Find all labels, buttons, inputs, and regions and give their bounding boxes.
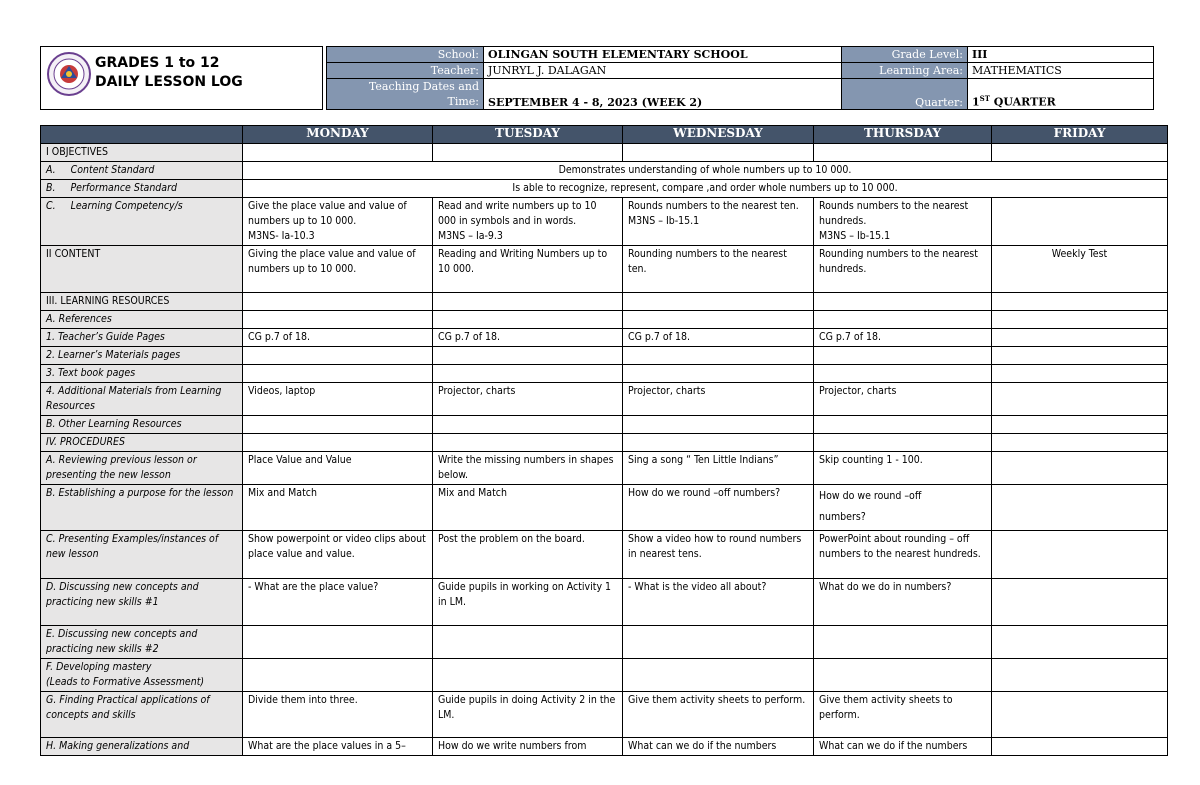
header-title-block <box>40 46 323 110</box>
table-cell <box>623 365 814 383</box>
table-row <box>41 246 1168 293</box>
table-row <box>41 659 1168 692</box>
quarter-sup: ST <box>979 94 990 104</box>
competency-monday: Give the place value and value of numbers up to 10 000. M3NS- Ia-10.3 <box>243 198 433 246</box>
quarter-num: 1 <box>972 96 980 109</box>
table-row <box>41 434 1168 452</box>
table-cell <box>814 144 992 162</box>
grade-label: Grade Level: <box>842 47 968 63</box>
d-monday: - What are the place value? <box>243 579 433 626</box>
references-label: A. References <box>41 311 243 329</box>
b-monday: Mix and Match <box>243 485 433 531</box>
table-row <box>41 485 1168 531</box>
h-tuesday: How do we write numbers from <box>433 738 623 756</box>
blank-header <box>41 126 243 144</box>
table-cell <box>623 626 814 659</box>
table-row <box>41 365 1168 383</box>
d-thursday: What do we do in numbers? <box>814 579 992 626</box>
performance-standard-value: Is able to recognize, represent, compare ,and order whole numbers up to 10 000. <box>243 180 1168 198</box>
g-thursday: Give them activity sheets to perform. <box>814 692 992 738</box>
table-cell <box>243 365 433 383</box>
c-monday: Show powerpoint or video clips about place value and value. <box>243 531 433 579</box>
table-cell <box>623 144 814 162</box>
tg-friday <box>992 329 1168 347</box>
tg-label: 1. Teacher’s Guide Pages <box>41 329 243 347</box>
day-thursday: THURSDAY <box>814 126 992 144</box>
competency-thursday: Rounds numbers to the nearest hundreds. M3NS – Ib-15.1 <box>814 198 992 246</box>
c-label: C. Presenting Examples/instances of new lesson <box>41 531 243 579</box>
tg-wednesday: CG p.7 of 18. <box>623 329 814 347</box>
school-value: OLINGAN SOUTH ELEMENTARY SCHOOL <box>484 47 842 63</box>
day-friday: FRIDAY <box>992 126 1168 144</box>
header-info-table <box>326 46 1154 110</box>
content-monday: Giving the place value and value of numbers up to 10 000. <box>243 246 433 293</box>
table-cell <box>814 659 992 692</box>
table-cell <box>992 311 1168 329</box>
competency-friday <box>992 198 1168 246</box>
dates-label-line2: Time: <box>447 95 479 108</box>
table-cell <box>243 293 433 311</box>
table-cell <box>433 144 623 162</box>
resources-label: III. LEARNING RESOURCES <box>41 293 243 311</box>
content-label: II CONTENT <box>41 246 243 293</box>
tg-thursday: CG p.7 of 18. <box>814 329 992 347</box>
h-wednesday: What can we do if the numbers <box>623 738 814 756</box>
content-friday: Weekly Test <box>992 246 1168 293</box>
table-row <box>41 311 1168 329</box>
a-monday: Place Value and Value <box>243 452 433 485</box>
table-cell <box>992 659 1168 692</box>
am-friday <box>992 383 1168 416</box>
table-cell <box>623 434 814 452</box>
school-label: School: <box>327 47 484 63</box>
table-cell <box>433 659 623 692</box>
performance-standard-label: B. Performance Standard <box>41 180 243 198</box>
table-cell <box>433 311 623 329</box>
table-cell <box>623 311 814 329</box>
table-cell <box>814 347 992 365</box>
table-row <box>41 579 1168 626</box>
table-cell <box>433 347 623 365</box>
table-cell <box>433 416 623 434</box>
table-row <box>41 144 1168 162</box>
table-cell <box>992 347 1168 365</box>
deped-seal-icon <box>47 52 91 96</box>
am-monday: Videos, laptop <box>243 383 433 416</box>
table-cell <box>814 626 992 659</box>
day-header-row <box>41 126 1168 144</box>
quarter-label: Quarter: <box>842 79 968 110</box>
g-label: G. Finding Practical applications of concepts and skills <box>41 692 243 738</box>
table-cell <box>433 365 623 383</box>
table-cell <box>243 311 433 329</box>
b-tuesday: Mix and Match <box>433 485 623 531</box>
b-friday <box>992 485 1168 531</box>
dates-label <box>327 79 484 110</box>
area-label: Learning Area: <box>842 63 968 79</box>
lesson-log-table <box>40 125 1168 756</box>
table-row <box>41 180 1168 198</box>
table-cell <box>433 293 623 311</box>
form-title-line2: DAILY LESSON LOG <box>95 74 243 90</box>
table-cell <box>623 293 814 311</box>
table-cell <box>243 347 433 365</box>
table-cell <box>433 626 623 659</box>
olr-label: B. Other Learning Resources <box>41 416 243 434</box>
table-cell <box>243 659 433 692</box>
form-title-line1: GRADES 1 to 12 <box>95 55 220 71</box>
g-friday <box>992 692 1168 738</box>
table-row <box>41 626 1168 659</box>
table-cell <box>623 416 814 434</box>
a-label: A. Reviewing previous lesson or presenting the new lesson <box>41 452 243 485</box>
tb-label: 3. Text book pages <box>41 365 243 383</box>
table-cell <box>814 434 992 452</box>
e-label: E. Discussing new concepts and practicing new skills #2 <box>41 626 243 659</box>
content-tuesday: Reading and Writing Numbers up to 10 000. <box>433 246 623 293</box>
table-cell <box>243 144 433 162</box>
g-wednesday: Give them activity sheets to perform. <box>623 692 814 738</box>
table-cell <box>623 659 814 692</box>
h-thursday: What can we do if the numbers <box>814 738 992 756</box>
teacher-label: Teacher: <box>327 63 484 79</box>
h-monday: What are the place values in a 5– <box>243 738 433 756</box>
day-tuesday: TUESDAY <box>433 126 623 144</box>
table-cell <box>992 365 1168 383</box>
table-row <box>41 162 1168 180</box>
table-cell <box>814 416 992 434</box>
dates-label-line1: Teaching Dates and <box>368 80 479 93</box>
table-row <box>41 383 1168 416</box>
table-row <box>41 738 1168 756</box>
table-cell <box>992 416 1168 434</box>
content-standard-value: Demonstrates understanding of whole numbers up to 10 000. <box>243 162 1168 180</box>
table-cell <box>243 434 433 452</box>
table-row <box>41 293 1168 311</box>
a-friday <box>992 452 1168 485</box>
procedures-label: IV. PROCEDURES <box>41 434 243 452</box>
competency-tuesday: Read and write numbers up to 10 000 in symbols and in words. M3NS – Ia-9.3 <box>433 198 623 246</box>
table-cell <box>814 293 992 311</box>
table-cell <box>814 311 992 329</box>
c-wednesday: Show a video how to round numbers in nearest tens. <box>623 531 814 579</box>
tg-monday: CG p.7 of 18. <box>243 329 433 347</box>
competency-label: C. Learning Competency/s <box>41 198 243 246</box>
area-value: MATHEMATICS <box>968 63 1154 79</box>
table-row <box>41 452 1168 485</box>
d-label: D. Discussing new concepts and practicing new skills #1 <box>41 579 243 626</box>
content-thursday: Rounding numbers to the nearest hundreds. <box>814 246 992 293</box>
g-tuesday: Guide pupils in doing Activity 2 in the LM. <box>433 692 623 738</box>
am-tuesday: Projector, charts <box>433 383 623 416</box>
table-cell <box>623 347 814 365</box>
am-wednesday: Projector, charts <box>623 383 814 416</box>
quarter-value <box>968 79 1154 110</box>
table-cell <box>992 293 1168 311</box>
table-cell <box>243 416 433 434</box>
competency-wednesday: Rounds numbers to the nearest ten. M3NS – Ib-15.1 <box>623 198 814 246</box>
table-cell <box>243 626 433 659</box>
objectives-label: I OBJECTIVES <box>41 144 243 162</box>
h-friday <box>992 738 1168 756</box>
g-monday: Divide them into three. <box>243 692 433 738</box>
c-thursday: PowerPoint about rounding – off numbers to the nearest hundreds. <box>814 531 992 579</box>
content-wednesday: Rounding numbers to the nearest ten. <box>623 246 814 293</box>
lm-label: 2. Learner’s Materials pages <box>41 347 243 365</box>
c-tuesday: Post the problem on the board. <box>433 531 623 579</box>
h-label: H. Making generalizations and <box>41 738 243 756</box>
grade-value: III <box>968 47 1154 63</box>
table-row <box>41 692 1168 738</box>
d-tuesday: Guide pupils in working on Activity 1 in LM. <box>433 579 623 626</box>
table-row <box>41 198 1168 246</box>
quarter-rest: QUARTER <box>989 96 1056 109</box>
a-wednesday: Sing a song “ Ten Little Indians” <box>623 452 814 485</box>
f-label: F. Developing mastery (Leads to Formative Assessment) <box>41 659 243 692</box>
a-thursday: Skip counting 1 - 100. <box>814 452 992 485</box>
table-row <box>41 416 1168 434</box>
am-thursday: Projector, charts <box>814 383 992 416</box>
table-cell <box>992 434 1168 452</box>
c-friday <box>992 531 1168 579</box>
d-wednesday: - What is the video all about? <box>623 579 814 626</box>
table-cell <box>814 365 992 383</box>
table-cell <box>992 144 1168 162</box>
d-friday <box>992 579 1168 626</box>
am-label: 4. Additional Materials from Learning Resources <box>41 383 243 416</box>
table-row <box>41 347 1168 365</box>
content-standard-label: A. Content Standard <box>41 162 243 180</box>
table-cell <box>433 434 623 452</box>
tg-tuesday: CG p.7 of 18. <box>433 329 623 347</box>
b-wednesday: How do we round –off numbers? <box>623 485 814 531</box>
teacher-value: JUNRYL J. DALAGAN <box>484 63 842 79</box>
b-thursday: How do we round –off numbers? <box>814 485 992 531</box>
day-wednesday: WEDNESDAY <box>623 126 814 144</box>
a-tuesday: Write the missing numbers in shapes below. <box>433 452 623 485</box>
dates-value: SEPTEMBER 4 - 8, 2023 (WEEK 2) <box>484 79 842 110</box>
table-row <box>41 329 1168 347</box>
b-label: B. Establishing a purpose for the lesson <box>41 485 243 531</box>
table-cell <box>992 626 1168 659</box>
day-monday: MONDAY <box>243 126 433 144</box>
table-row <box>41 531 1168 579</box>
